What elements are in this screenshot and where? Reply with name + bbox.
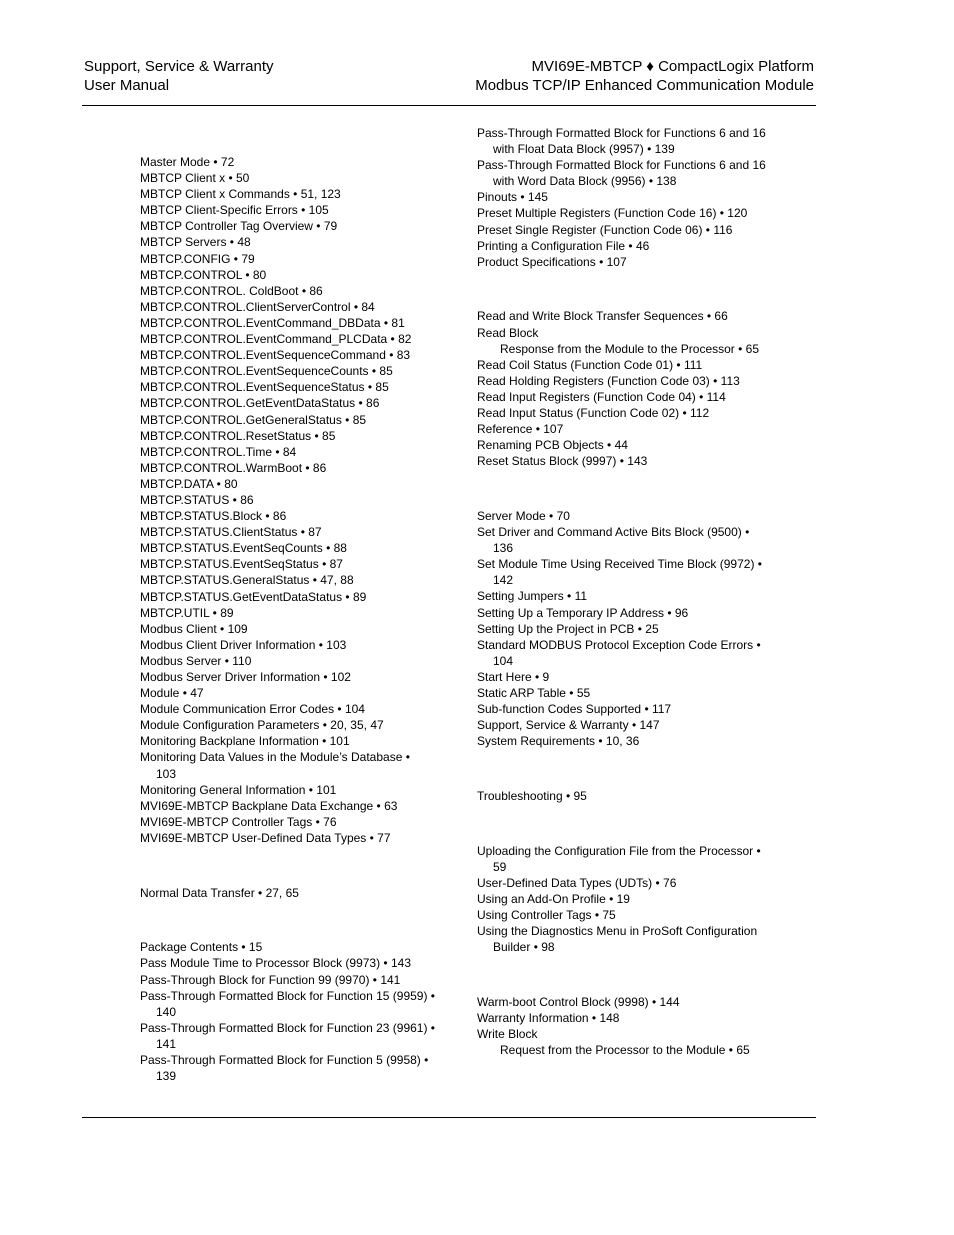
index-entry: Module Communication Error Codes • 104 [140, 702, 365, 717]
index-entry: Pass-Through Formatted Block for Function 15 (9959) • 140 [140, 988, 436, 1019]
index-entry: Pass-Through Formatted Block for Functions 6 and 16 with Word Data Block (9956) • 138 [477, 158, 766, 189]
footer-divider [82, 1117, 816, 1118]
index-entry: Package Contents • 15 [140, 940, 263, 955]
index-entry: Setting Jumpers • 11 [477, 589, 588, 604]
index-entry: Support, Service & Warranty • 147 [477, 718, 660, 733]
index-entry: Warranty Information • 148 [477, 1011, 620, 1025]
index-entry: Write Block [477, 1027, 538, 1042]
index-entry: MBTCP Client x • 50 [140, 171, 250, 186]
index-entry: Start Here • 9 [477, 669, 550, 684]
header-product-subtitle: Modbus TCP/IP Enhanced Communication Module [475, 77, 814, 94]
index-entry: MBTCP.DATA • 80 [140, 476, 238, 491]
index-entry: MBTCP.CONTROL.EventSequenceCommand • 83 [140, 348, 411, 363]
index-entry: MBTCP.CONTROL.GetGeneralStatus • 85 [140, 412, 367, 427]
index-entry: MVI69E-MBTCP Controller Tags • 76 [140, 814, 337, 829]
index-entry: Read Holding Registers (Function Code 03) • 113 [477, 373, 740, 388]
index-entry: Troubleshooting • 95 [477, 788, 587, 803]
index-entry: MBTCP Controller Tag Overview • 79 [140, 219, 338, 234]
index-entry: Monitoring Backplane Information • 101 [140, 734, 350, 749]
index-entry: Read Input Registers (Function Code 04) • 114 [477, 389, 726, 404]
index-entry: MBTCP.CONTROL.ResetStatus • 85 [140, 428, 336, 443]
header-divider [82, 105, 816, 106]
index-entry: Setting Up a Temporary IP Address • 96 [477, 605, 689, 620]
index-entry: Read Coil Status (Function Code 01) • 111 [477, 357, 703, 372]
index-entry: Sub-function Codes Supported • 117 [477, 702, 672, 717]
index-entry: Set Driver and Command Active Bits Block (9500) • 136 [477, 525, 750, 556]
index-entry: Module Configuration Parameters • 20, 35, 47 [140, 718, 384, 733]
index-entry: Pass Module Time to Processor Block (9973) • 143 [140, 956, 411, 971]
index-entry: MBTCP.CONTROL • 80 [140, 267, 267, 282]
index-entry: MBTCP.CONTROL.EventSequenceStatus • 85 [140, 380, 389, 395]
index-entry: MBTCP.UTIL • 89 [140, 605, 234, 620]
index-entry: Master Mode • 72 [140, 155, 235, 169]
letter-group-gap [140, 901, 440, 940]
index-entry: MBTCP.CONTROL.WarmBoot • 86 [140, 460, 327, 475]
index-entry: Reset Status Block (9997) • 143 [477, 454, 648, 469]
letter-group-gap [477, 804, 767, 843]
index-entry: MBTCP.CONTROL.ClientServerControl • 84 [140, 299, 375, 314]
index-entry: Modbus Server • 110 [140, 653, 252, 668]
index-entry: MBTCP.CONTROL.EventSequenceCounts • 85 [140, 364, 393, 379]
index-entry: Pass-Through Block for Function 99 (9970) • 141 [140, 972, 401, 987]
index-subentry: Request from the Processor to the Module • 65 [500, 1043, 750, 1058]
index-entry: MBTCP.STATUS • 86 [140, 492, 254, 507]
index-entry: Uploading the Configuration File from the Processor • 59 [477, 843, 761, 874]
index-entry: Read and Write Block Transfer Sequences • 66 [477, 309, 728, 324]
header-product-title: MVI69E-MBTCP ♦ CompactLogix Platform [531, 58, 814, 75]
index-entry: Static ARP Table • 55 [477, 686, 591, 700]
index-entry: Pinouts • 145 [477, 190, 548, 205]
index-entry: MBTCP.STATUS.Block • 86 [140, 509, 287, 524]
index-entry: MBTCP.CONTROL.EventCommand_PLCData • 82 [140, 332, 412, 347]
index-entry: Read Input Status (Function Code 02) • 112 [477, 406, 710, 420]
letter-group-gap [477, 955, 767, 994]
index-entry: MBTCP Client x Commands • 51, 123 [140, 187, 341, 202]
index-entry: Using Controller Tags • 75 [477, 908, 616, 923]
letter-group-gap [477, 749, 767, 788]
index-entry: Printing a Configuration File • 46 [477, 238, 650, 253]
index-entry: Set Module Time Using Received Time Block (9972) • 142 [477, 557, 762, 588]
index-entry: MBTCP.STATUS.ClientStatus • 87 [140, 525, 322, 540]
index-entry: Monitoring Data Values in the Module’s Database • 103 [140, 750, 410, 781]
index-entry: MBTCP Client-Specific Errors • 105 [140, 203, 329, 218]
index-entry: Preset Single Register (Function Code 06) • 116 [477, 222, 733, 237]
index-entry: Modbus Client • 109 [140, 621, 248, 636]
index-entry: Normal Data Transfer • 27, 65 [140, 885, 299, 900]
index-entry: Preset Multiple Registers (Function Code 16) • 120 [477, 206, 748, 221]
index-entry: Modbus Client Driver Information • 103 [140, 637, 347, 652]
index-entry: Monitoring General Information • 101 [140, 782, 337, 797]
index-entry: MBTCP.CONFIG • 79 [140, 251, 255, 266]
index-entry: Using an Add-On Profile • 19 [477, 891, 630, 906]
index-column-left [140, 154, 440, 1084]
index-entry: Warm-boot Control Block (9998) • 144 [477, 994, 680, 1009]
header-section-title: Support, Service & Warranty [84, 58, 274, 75]
index-entry: MBTCP.STATUS.GeneralStatus • 47, 88 [140, 573, 354, 588]
index-entry: Product Specifications • 107 [477, 254, 627, 269]
index-entry: MBTCP Servers • 48 [140, 235, 251, 250]
index-entry: MBTCP.CONTROL.Time • 84 [140, 444, 297, 459]
header-document-type: User Manual [84, 77, 170, 94]
index-entry: Renaming PCB Objects • 44 [477, 438, 628, 453]
index-entry: Pass-Through Formatted Block for Function 23 (9961) • 141 [140, 1020, 436, 1051]
index-entry: MBTCP.STATUS.EventSeqCounts • 88 [140, 541, 347, 556]
index-entry: Module • 47 [140, 686, 204, 701]
letter-group-gap [477, 270, 767, 309]
page-header-left [84, 57, 274, 95]
index-entry: MBTCP.CONTROL. ColdBoot • 86 [140, 283, 323, 298]
index-entry: Pass-Through Formatted Block for Functions 6 and 16 with Float Data Block (9957) • 139 [477, 126, 766, 157]
index-entry: Standard MODBUS Protocol Exception Code Errors • 104 [477, 637, 761, 668]
index-entry: Reference • 107 [477, 422, 564, 437]
index-entry: System Requirements • 10, 36 [477, 734, 640, 749]
index-entry: MVI69E-MBTCP User-Defined Data Types • 77 [140, 830, 391, 845]
index-entry: MBTCP.CONTROL.EventCommand_DBData • 81 [140, 315, 405, 330]
index-entry: MBTCP.CONTROL.GetEventDataStatus • 86 [140, 396, 380, 411]
index-entry: MBTCP.STATUS.GetEventDataStatus • 89 [140, 589, 367, 604]
page-header-right [475, 57, 814, 95]
index-column-right [477, 125, 767, 1058]
index-entry: Pass-Through Formatted Block for Function 5 (9958) • 139 [140, 1052, 429, 1084]
index-entry: Setting Up the Project in PCB • 25 [477, 621, 659, 636]
index-entry: MVI69E-MBTCP Backplane Data Exchange • 63 [140, 798, 398, 813]
index-entry: Server Mode • 70 [477, 508, 570, 523]
index-entry: Read Block [477, 325, 539, 340]
index-entry: Modbus Server Driver Information • 102 [140, 670, 351, 684]
index-entry: Using the Diagnostics Menu in ProSoft Configuration Builder • 98 [477, 924, 758, 955]
index-entry: MBTCP.STATUS.EventSeqStatus • 87 [140, 557, 343, 572]
index-entry: User-Defined Data Types (UDTs) • 76 [477, 875, 677, 890]
letter-group-gap [477, 469, 767, 508]
letter-group-gap [140, 846, 440, 885]
index-subentry: Response from the Module to the Processor • 65 [500, 341, 760, 356]
